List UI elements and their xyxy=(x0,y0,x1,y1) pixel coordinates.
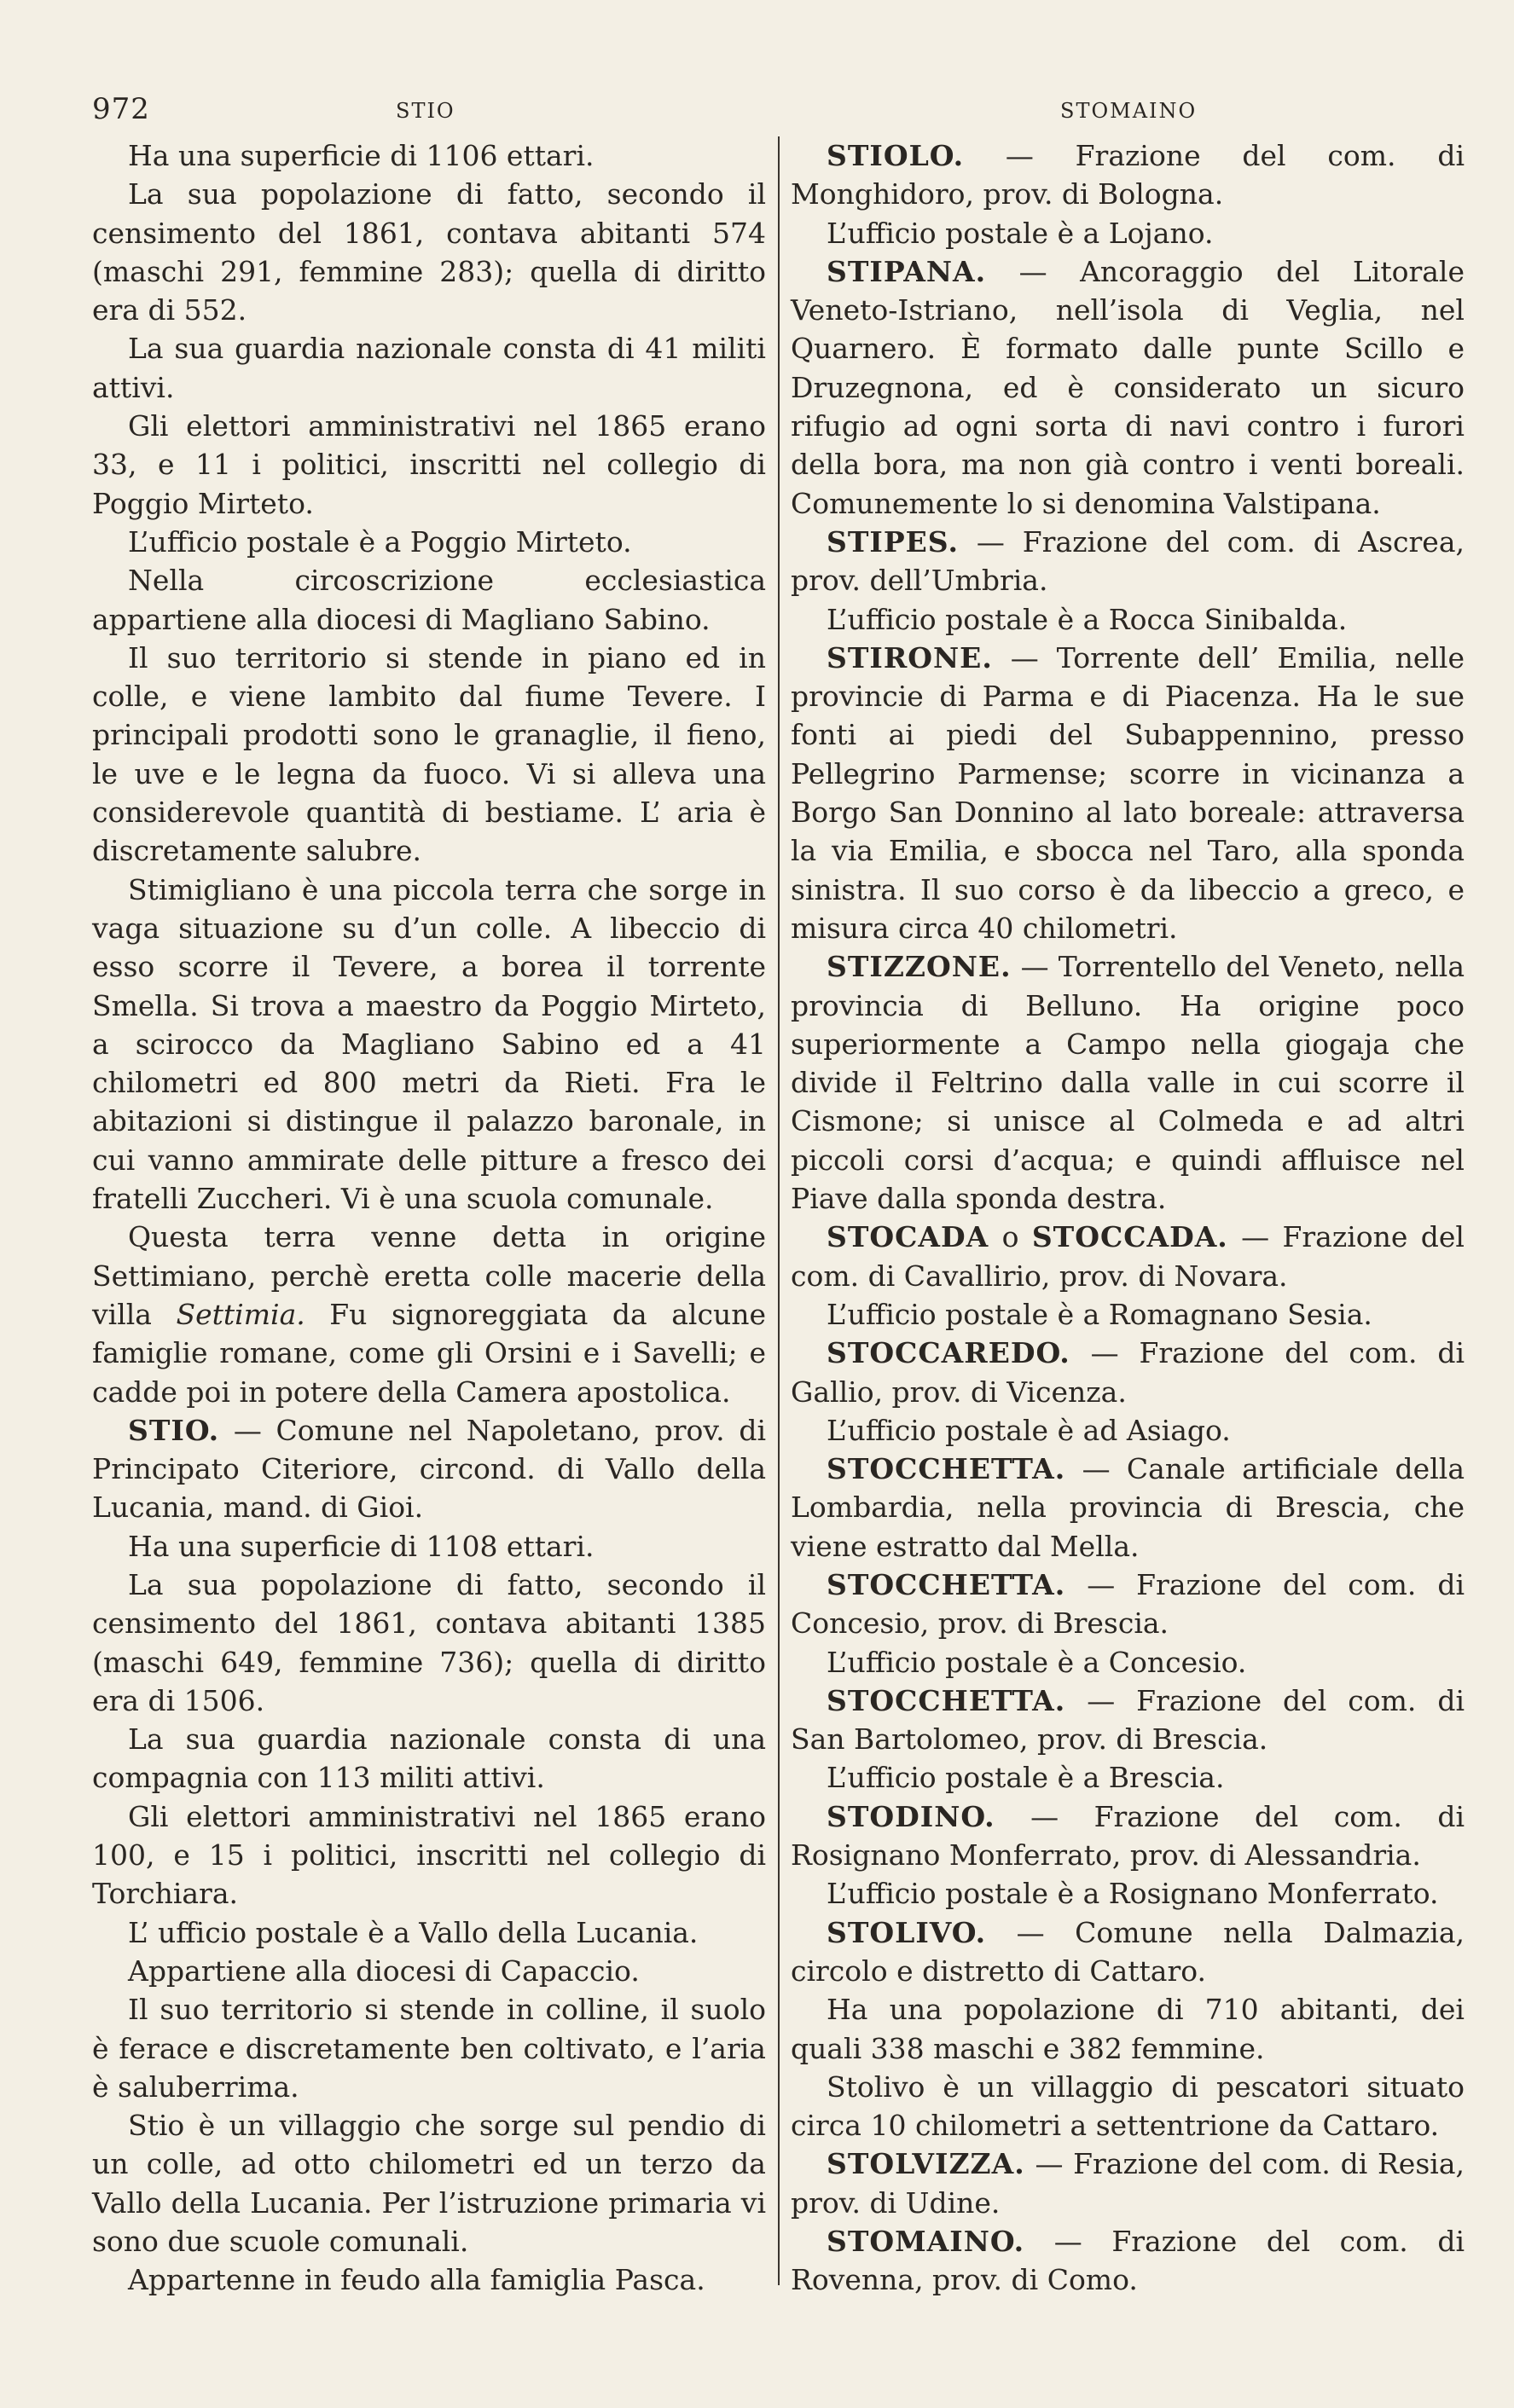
paragraph-text: o xyxy=(989,1220,1032,1254)
paragraph-text: L’ufficio postale è a Romagnano Sesia. xyxy=(827,1297,1372,1331)
entry-headword: STOCCAREDO. xyxy=(827,1336,1070,1370)
paragraph-text: Appartiene alla diocesi di Capaccio. xyxy=(128,1954,640,1988)
paragraph xyxy=(791,1990,1465,2068)
paragraph xyxy=(92,2260,766,2299)
paragraph-text: — Frazione del com. di San Bartolomeo, prov. di Brescia. xyxy=(791,1683,1465,1757)
paragraph-text: Il suo territorio si stende in piano ed in colle, e viene lambito dal fiume Tevere. I principali prodotti sono le granaglie, il fieno, le uve e le legna da fuoco. Vi si alleva una considerevole quantità di bestiame. L’ aria è discretamente salubre. xyxy=(92,640,766,868)
paragraph-text: — Frazione del com. di Gallio, prov. di Vicenza. xyxy=(791,1336,1465,1409)
paragraph-text: Gli elettori amministrativi nel 1865 erano 100, e 15 i politici, inscritti nel collegio di Torchiara. xyxy=(92,1799,766,1911)
paragraph xyxy=(92,136,766,175)
entry-paragraph xyxy=(791,1797,1465,1875)
paragraph xyxy=(791,600,1465,639)
paragraph-text: L’ufficio postale è a Concesio. xyxy=(827,1645,1247,1679)
paragraph xyxy=(92,523,766,561)
entry-paragraph xyxy=(791,2145,1465,2222)
entry-paragraph xyxy=(791,523,1465,600)
entry-headword: STIZZONE. xyxy=(827,950,1012,984)
entry-headword: STIPANA. xyxy=(827,254,987,288)
paragraph-text: — Frazione del com. di Monghidoro, prov. di Bologna. xyxy=(791,139,1465,211)
entry-paragraph xyxy=(791,252,1465,523)
paragraph xyxy=(791,1411,1465,1450)
paragraph-text: Nella circoscrizione ecclesiastica appartiene alla diocesi di Magliano Sabino. xyxy=(92,564,766,636)
paragraph-text: Stimigliano è una piccola terra che sorge in vaga situazione su d’un colle. A libeccio di esso scorre il Tevere, a borea il torrente Smella. Si trova a maestro da Poggio Mirteto, a scirocco da Magliano Sabino ed a 41 chilometri ed 800 metri da Rieti. Fra le abitazioni si distingue il palazzo baronale, in cui vanno ammirate delle pitture a fresco dei fratelli Zuccheri. Vi è una scuola comunale. xyxy=(92,872,766,1216)
paragraph xyxy=(92,1527,766,1566)
paragraph-text: — Comune nel Napoletano, prov. di Principato Citeriore, circond. di Vallo della Lucania, mand. di Gioi. xyxy=(92,1413,766,1525)
paragraph xyxy=(92,1797,766,1913)
entry-paragraph xyxy=(791,1566,1465,1643)
entry-paragraph xyxy=(791,1682,1465,1759)
paragraph-text: — Frazione del com. di Cavallirio, prov. di Novara. xyxy=(791,1220,1465,1293)
paragraph-text: — Canale artificiale della Lombardia, nella provincia di Brescia, che viene estratto dal Mella. xyxy=(791,1452,1465,1563)
paragraph-text: La sua popolazione di fatto, secondo il censimento del 1861, contava abitanti 574 (maschi 291, femmine 283); quella di diritto era di 552. xyxy=(92,177,766,327)
paragraph-text: — Frazione del com. di Rovenna, prov. di Como. xyxy=(791,2225,1465,2297)
paragraph xyxy=(791,1643,1465,1682)
entry-headword: STIRONE. xyxy=(827,640,993,674)
entry-paragraph xyxy=(791,136,1465,214)
paragraph-text: L’ufficio postale è a Rosignano Monferrato. xyxy=(827,1877,1439,1911)
entry-headword: STIPES. xyxy=(827,524,959,559)
paragraph-text: L’ufficio postale è ad Asiago. xyxy=(827,1413,1231,1447)
page-header xyxy=(92,92,1201,130)
running-head-left: STIO xyxy=(396,99,455,123)
paragraph-text: Stio è un villaggio che sorge sul pendio di un colle, ad otto chilometri ed un terzo da Vallo della Lucania. Per l’istruzione primaria vi sono due scuole comunali. xyxy=(92,2109,766,2259)
entry-headword: STIOLO. xyxy=(827,139,965,172)
paragraph-text: La sua guardia nazionale consta di 41 militi attivi. xyxy=(92,332,766,404)
paragraph-text: — Comune nella Dalmazia, circolo e distretto di Cattaro. xyxy=(791,1915,1465,1988)
left-column xyxy=(92,136,766,2300)
entry-paragraph xyxy=(791,947,1465,1218)
entry-headword: STOMAINO. xyxy=(827,2225,1025,2259)
entry-paragraph xyxy=(791,1913,1465,1991)
paragraph-text: Gli elettori amministrativi nel 1865 erano 33, e 11 i politici, inscritti nel collegio di Poggio Mirteto. xyxy=(92,409,766,520)
paragraph-text: Fu signoreggiata da alcune famiglie romane, come gli Orsini e i Savelli; e cadde poi in potere della Camera apostolica. xyxy=(92,1297,766,1409)
paragraph-text: Ha una superficie di 1106 ettari. xyxy=(128,139,595,172)
paragraph-text: La sua guardia nazionale consta di una compagnia con 113 militi attivi. xyxy=(92,1722,766,1795)
entry-headword: STOCCHETTA. xyxy=(827,1683,1066,1717)
paragraph-text: — Torrentello del Veneto, nella provincia di Belluno. Ha origine poco superiormente a Campo nella giogaja che divide il Feltrino dalla valle in cui scorre il Cismone; si unisce al Colmeda e ad altri piccoli corsi d’acqua; e quindi affluisce nel Piave dalla sponda destra. xyxy=(791,950,1465,1216)
paragraph-text: Ha una superficie di 1108 ettari. xyxy=(128,1529,595,1563)
paragraph xyxy=(92,329,766,407)
paragraph-text: L’ufficio postale è a Lojano. xyxy=(827,216,1214,250)
paragraph xyxy=(791,2068,1465,2145)
paragraph-text: L’ufficio postale è a Rocca Sinibalda. xyxy=(827,602,1348,636)
entry-headword: STOCCHETTA. xyxy=(827,1452,1066,1486)
paragraph-text: — Frazione del com. di Rosignano Monferrato, prov. di Alessandria. xyxy=(791,1799,1465,1873)
entry-paragraph xyxy=(92,1411,766,1527)
paragraph-text: Stolivo è un villaggio di pescatori situato circa 10 chilometri a settentrione da Cattaro. xyxy=(791,2069,1465,2143)
entry-headword: STODINO. xyxy=(827,1799,995,1833)
entry-paragraph xyxy=(791,639,1465,947)
paragraph-text: — Frazione del com. di Ascrea, prov. dell’Umbria. xyxy=(791,524,1465,598)
paragraph-text: Il suo territorio si stende in colline, il suolo è ferace e discretamente ben coltivato, e l’aria è saluberrima. xyxy=(92,1993,766,2104)
paragraph xyxy=(791,1295,1465,1334)
paragraph xyxy=(92,1990,766,2106)
paragraph-text: L’ufficio postale è a Poggio Mirteto. xyxy=(128,524,632,559)
paragraph xyxy=(791,1874,1465,1913)
entry-paragraph xyxy=(791,1450,1465,1566)
italic-term: Settimia. xyxy=(176,1297,305,1331)
entry-paragraph xyxy=(791,1218,1465,1295)
entry-paragraph xyxy=(791,2222,1465,2300)
paragraph xyxy=(791,1758,1465,1797)
entry-headword: STOCCHETTA. xyxy=(827,1567,1066,1601)
paragraph-text: — Frazione del com. di Resia, prov. di Udine. xyxy=(791,2147,1465,2220)
paragraph xyxy=(92,561,766,639)
paragraph xyxy=(92,1566,766,1720)
paragraph xyxy=(92,871,766,1218)
paragraph-text: Ha una popolazione di 710 abitanti, dei quali 338 maschi e 382 femmine. xyxy=(791,1993,1465,2065)
entry-paragraph xyxy=(791,1334,1465,1411)
entry-headword: STOCCADA. xyxy=(1031,1220,1228,1254)
paragraph xyxy=(92,639,766,871)
paragraph xyxy=(92,2106,766,2260)
paragraph-text: L’ ufficio postale è a Vallo della Lucania. xyxy=(128,1915,699,1949)
paragraph xyxy=(92,1218,766,1410)
paragraph xyxy=(92,175,766,329)
entry-headword: STOLIVO. xyxy=(827,1915,987,1949)
paragraph-text: Questa terra venne detta in origine Settimiano, perchè eretta colle macerie della villa xyxy=(92,1220,766,1331)
paragraph-text: Appartenne in feudo alla famiglia Pasca. xyxy=(128,2263,705,2297)
paragraph-text: — Ancoraggio del Litorale Veneto-Istriano, nell’isola di Veglia, nel Quarnero. È formato dalle punte Scillo e Druzegnona, ed è considerato un sicuro rifugio ad ogni sorta di navi contro i furori della bora, ma non già contro i venti boreali. Comunemente lo si denomina Valstipana. xyxy=(791,254,1465,520)
paragraph-text: L’ufficio postale è a Brescia. xyxy=(827,1761,1225,1795)
paragraph xyxy=(92,407,766,523)
paragraph-text: La sua popolazione di fatto, secondo il censimento del 1861, contava abitanti 1385 (maschi 649, femmine 736); quella di diritto era di 1506. xyxy=(92,1567,766,1717)
paragraph xyxy=(92,1952,766,1990)
paragraph xyxy=(92,1913,766,1952)
page-number: 972 xyxy=(92,92,150,126)
paragraph xyxy=(92,1720,766,1797)
right-column xyxy=(791,136,1465,2300)
entry-headword: STOCADA xyxy=(827,1220,989,1254)
entry-headword: STOLVIZZA. xyxy=(827,2147,1025,2181)
paragraph-text: — Frazione del com. di Concesio, prov. di Brescia. xyxy=(791,1567,1465,1641)
entry-headword: STIO. xyxy=(128,1413,220,1447)
paragraph xyxy=(791,214,1465,252)
column-divider xyxy=(778,136,780,2285)
paragraph-text: — Torrente dell’ Emilia, nelle provincie di Parma e di Piacenza. Ha le sue fonti ai piedi del Subappennino, presso Pellegrino Parmense; scorre in vicinanza a Borgo San Donnino al lato boreale: attraversa la via Emilia, e sbocca nel Taro, alla sponda sinistra. Il suo corso è da libeccio a greco, e misura circa 40 chilometri. xyxy=(791,640,1465,945)
running-head-right: STOMAINO xyxy=(1060,99,1198,123)
